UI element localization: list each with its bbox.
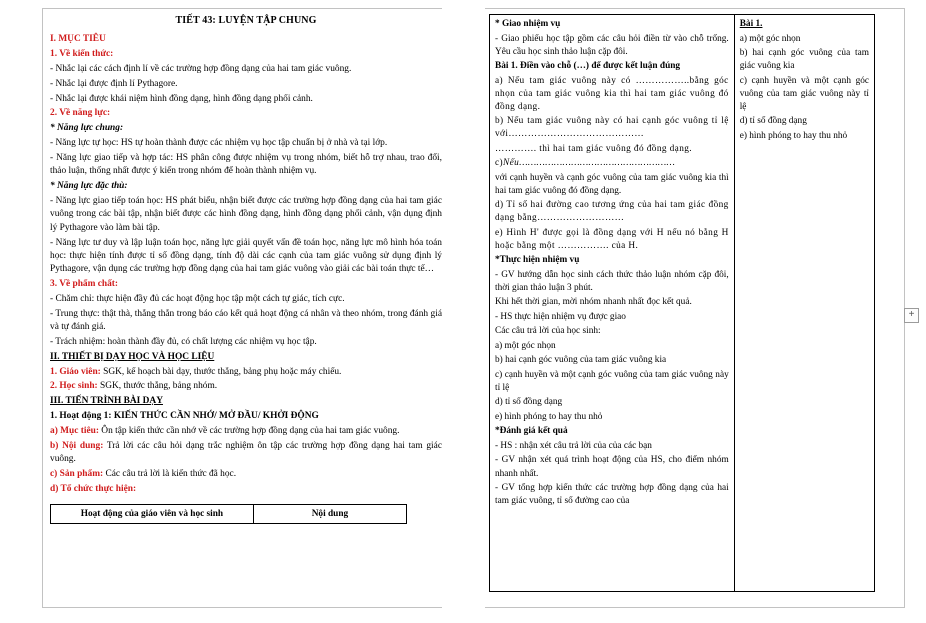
content-table xyxy=(489,14,875,592)
table-row xyxy=(51,505,407,524)
heading-thiet-bi: II. THIẾT BỊ DẠY HỌC VÀ HỌC LIỆU xyxy=(50,351,215,362)
text-line: b) hai cạnh góc vuông của tam giác vuông kia xyxy=(495,355,667,366)
text-line: - Nhắc lại được định lí Pythagore. xyxy=(50,78,178,89)
text-line: - Trung thực: thật thà, thẳng thắn trong báo cáo kết quả hoạt động cá nhân và theo nhóm, trong đánh giá và tự đánh giá. xyxy=(50,308,442,333)
text-line: e) hình phóng to hay thu nhỏ xyxy=(495,411,603,422)
value-noi-dung: Trả lời các câu hỏi dạng trắc nghiệm ôn tập các trường hợp đồng dạng hai tam giác vuông. xyxy=(50,440,442,465)
heading-thuc-hien-nhiem-vu: *Thực hiện nhiệm vụ xyxy=(495,255,580,266)
text-line: - Năng lực tư duy và lập luận toán học, năng lực giải quyết vấn đề toán học, năng lực mô hình hóa toán học: thực hiện tính được tỉ số đồng dạng, tính độ dài các cạnh của tam giác vuông sử dụng định lý Pythagore, vận dụng các trường hợp đồng dạng của hai tam giác vuông vào giải các bài toán thực tế… xyxy=(50,237,442,275)
text-line: Các câu trả lời của học sinh: xyxy=(495,326,601,337)
value-hoat-dong-1: KIẾN THỨC CẦN NHỚ/ MỞ ĐẦU/ KHỞI ĐỘNG xyxy=(111,411,319,422)
value-c: Nếu……………………………………………… xyxy=(503,158,676,169)
text-line: b) Nếu tam giác vuông này có hai cạnh góc vuông tỉ lệ với…………………………………… xyxy=(495,116,729,140)
heading-bai-1-answer: Bài 1. xyxy=(739,19,763,29)
label-noi-dung: b) Nội dung: xyxy=(50,440,104,451)
heading-pham-chat: 3. Về phẩm chất: xyxy=(50,279,119,290)
value-san-pham: Các câu trả lời là kiến thức đã học. xyxy=(103,469,237,479)
page-left-content xyxy=(50,14,442,524)
page-left xyxy=(0,0,455,623)
heading-nang-luc: 2. Về năng lực: xyxy=(50,108,111,119)
heading-kien-thuc: 1. Về kiến thức: xyxy=(50,49,114,60)
text-line: a) một góc nhọn xyxy=(495,340,556,351)
text-line: - Nhắc lại được khái niệm hình đồng dạng, hình đồng dạng phối cảnh. xyxy=(50,93,313,104)
text-line: - GV hướng dẫn học sinh cách thức thảo luận nhóm cặp đôi, thời gian thảo luận 3 phút. xyxy=(495,269,729,293)
heading-muc-tieu: I. MỤC TIÊU xyxy=(50,34,106,45)
label-giao-vien: 1. Giáo viên: xyxy=(50,366,101,377)
table-header-activity: Hoạt động của giáo viên và học sinh xyxy=(51,505,254,524)
value-bai-1: Điền vào chỗ (…) để được kết luận đúng xyxy=(517,61,681,72)
line-noi-dung xyxy=(50,440,442,467)
label-bai-1: Bài 1. xyxy=(495,61,518,72)
text-line: …………. thì hai tam giác vuông đó đồng dạng. xyxy=(495,143,693,154)
page-gap xyxy=(455,0,471,623)
subheading-nang-luc-chung: * Năng lực chung: xyxy=(50,123,124,134)
label-hoat-dong-1: 1. Hoạt động 1: xyxy=(50,411,112,422)
text-line: - Năng lực giao tiếp toán học: HS phát biểu, nhận biết được các trường hợp đồng dạng của hai tam giác vuông trong các bài tập, nhận biết được các hình đồng dạng, hình đồng dạng phối cảnh, vận dụng định lý Pythagore vào làm bài tập. xyxy=(50,195,442,233)
text-line: e) Hình H' được gọi là đồng dạng với H nếu nó bằng H hoặc bằng một ……………. của H. xyxy=(495,227,729,251)
table-cell-content xyxy=(735,15,874,591)
text-line: d) tỉ số đồng dạng xyxy=(739,116,807,127)
label-muc-tieu: a) Mục tiêu: xyxy=(50,425,99,436)
text-line: a) một góc nhọn xyxy=(739,33,801,44)
table-header-content: Nội dung xyxy=(253,505,406,524)
heading-tien-trinh: III. TIẾN TRÌNH BÀI DẠY xyxy=(50,396,163,407)
line-to-chuc xyxy=(50,483,442,496)
page-right xyxy=(471,0,926,623)
text-line: - Trách nhiệm: hoàn thành đầy đủ, có chất lượng các nhiệm vụ học tập. xyxy=(50,336,317,347)
text-line: c) cạnh huyền và một cạnh góc vuông của tam giác vuông này tỉ lệ xyxy=(739,75,869,112)
label-c: c) xyxy=(495,158,504,169)
activity-table xyxy=(50,504,407,524)
label-to-chuc: d) Tổ chức thực hiện: xyxy=(50,483,137,494)
text-line: - Giao phiếu học tập gồm các câu hỏi điền từ vào chỗ trống. Yêu cầu học sinh thảo luận cặp đôi. xyxy=(495,33,729,57)
page-title: TIẾT 43: LUYỆN TẬP CHUNG xyxy=(175,15,317,26)
line-hoat-dong-1 xyxy=(50,410,442,423)
text-line: - GV nhận xét quá trình hoạt động của HS, cho điểm nhóm nhanh nhất. xyxy=(495,455,729,479)
label-san-pham: c) Sản phẩm: xyxy=(50,469,104,479)
value-muc-tieu: Ôn tập kiến thức cần nhớ về các trường hợp đồng dạng của hai tam giác vuông. xyxy=(98,425,400,436)
text-line: d) Tỉ số hai đường cao tương ứng của hai tam giác đồng dạng bằng……………………… xyxy=(495,200,729,224)
value-giao-vien: SGK, kế hoạch bài dạy, thước thẳng, bảng phụ hoặc máy chiếu. xyxy=(100,366,342,377)
subheading-nang-luc-dac-thu: * Năng lực đặc thù: xyxy=(50,181,128,192)
text-line: e) hình phóng to hay thu nhỏ xyxy=(739,130,848,141)
text-line: - Năng lực giao tiếp và hợp tác: HS phân công được nhiệm vụ trong nhóm, biết hỗ trợ nhau, trao đổi, thảo luận, thống nhất được ý kiến trong nhóm để hoàn thành nhiệm vụ. xyxy=(50,152,442,177)
table-cell-activity xyxy=(490,15,735,591)
line-muc-tieu xyxy=(50,425,442,438)
text-line: Khi hết thời gian, mời nhóm nhanh nhất đọc kết quả. xyxy=(495,297,692,308)
expand-button[interactable]: + xyxy=(904,308,919,323)
text-line: b) hai cạnh góc vuông của tam giác vuông kia xyxy=(739,48,869,72)
text-line: - Nhắc lại các cách định lí về các trường hợp đồng dạng của hai tam giác vuông. xyxy=(50,63,352,74)
line-hoc-sinh xyxy=(50,380,442,393)
line-giao-vien xyxy=(50,366,442,379)
value-hoc-sinh: SGK, thước thẳng, bảng nhóm. xyxy=(97,381,218,392)
line-c xyxy=(495,157,729,170)
text-line: d) tỉ số đồng dạng xyxy=(495,397,563,408)
line-bai-1 xyxy=(495,60,729,73)
heading-danh-gia-ket-qua: *Đánh giá kết quả xyxy=(495,426,568,437)
text-line: với cạnh huyền và cạnh góc vuông của tam giác vuông kia thì hai tam giác vuông đó đồng dạng. xyxy=(495,172,729,196)
text-line: a) Nếu tam giác vuông này có ……………..bằng góc nhọn của tam giác vuông kia thì hai tam giác vuông đó đồng dạng. xyxy=(495,75,729,112)
text-line: - Năng lực tự học: HS tự hoàn thành được các nhiệm vụ học tập chuẩn bị ở nhà và tại lớp. xyxy=(50,138,388,149)
text-line: c) cạnh huyền và một cạnh góc vuông của tam giác vuông này tỉ lệ xyxy=(495,369,729,393)
label-hoc-sinh: 2. Học sinh: xyxy=(50,381,98,392)
text-line: - HS thực hiện nhiệm vụ được giao xyxy=(495,311,626,322)
text-line: - GV tổng hợp kiến thức các trường hợp đồng dạng của hai tam giác vuông, tỉ số đường cao của xyxy=(495,483,729,507)
heading-giao-nhiem-vu: * Giao nhiệm vụ xyxy=(495,19,561,29)
text-line: - HS : nhận xét câu trả lời của của các bạn xyxy=(495,440,652,451)
text-line: - Chăm chỉ: thực hiện đầy đủ các hoạt động học tập một cách tự giác, tích cực. xyxy=(50,293,345,304)
line-san-pham xyxy=(50,468,442,481)
